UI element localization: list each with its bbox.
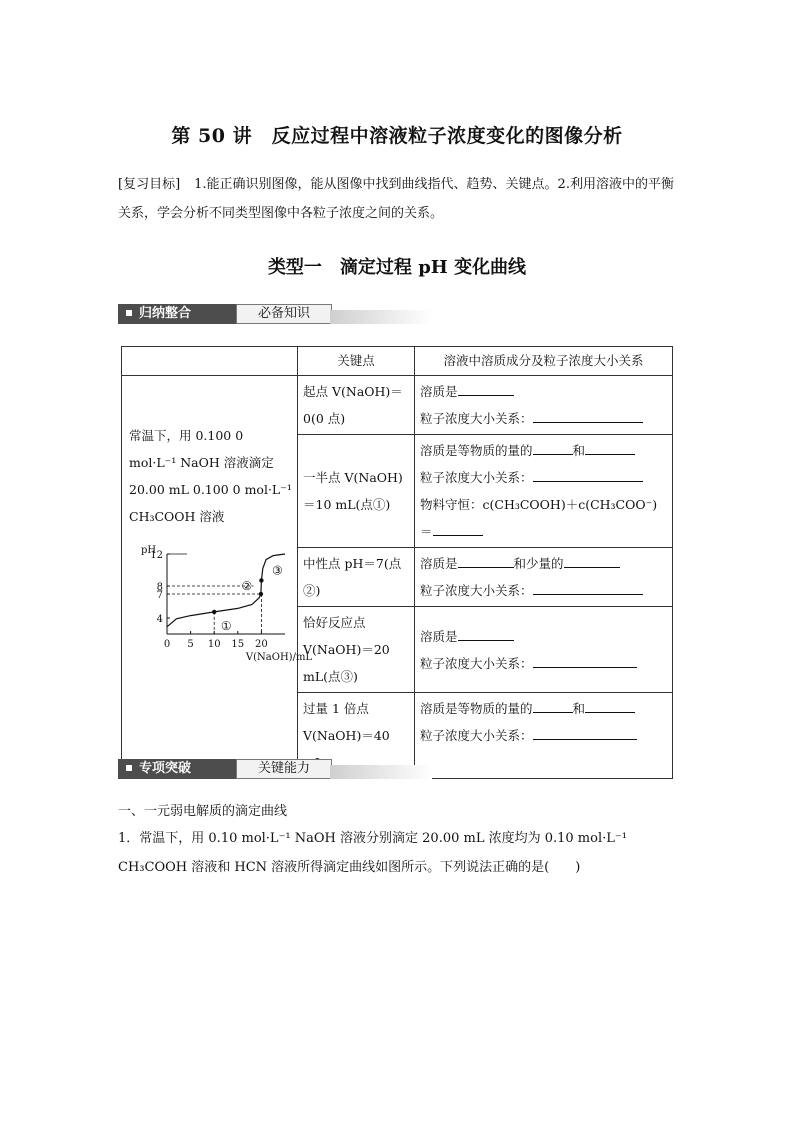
concentration-label: 粒子浓度大小关系：: [420, 470, 533, 485]
banner-breakthrough: [118, 759, 432, 783]
material-conservation: 物料守恒：c(CH₃COOH)＋c(CH₃COO⁻): [420, 497, 658, 512]
type-title: 类型一 滴定过程 pH 变化曲线: [267, 257, 527, 278]
y-axis-label: pH: [141, 545, 157, 556]
answer-blank: [533, 654, 637, 668]
banner-fade: [330, 310, 432, 324]
solute-cell: [415, 607, 673, 693]
table-header-row: [122, 347, 673, 376]
table-header-cell: [122, 347, 298, 376]
x-tick-label: 0: [163, 639, 171, 650]
banner-breakthrough-sub: 关键能力: [236, 759, 332, 779]
lecture-title: 第 50 讲 反应过程中溶液粒子浓度变化的图像分析: [171, 125, 623, 147]
concentration-label: 粒子浓度大小关系：: [420, 583, 533, 598]
answer-blank: [533, 726, 637, 740]
key-point-cell: 恰好反应点 V(NaOH)＝20 mL(点③): [298, 607, 415, 693]
solute-label: 溶质是: [420, 384, 458, 399]
table-header-cell: 关键点: [298, 347, 415, 376]
key-point-cell: 起点 V(NaOH)＝0(0 点): [298, 376, 415, 435]
answer-blank: [533, 699, 573, 713]
review-objectives: [118, 170, 678, 228]
question-1: [118, 824, 678, 882]
answer-blank: [458, 382, 514, 396]
answer-blank: [458, 554, 514, 568]
table-row: [122, 376, 673, 435]
question-text: 常温下，用 0.10 mol·L⁻¹ NaOH 溶液分别滴定 20.00 mL 浓度均为 0.10 mol·L⁻¹ CH₃COOH 溶液和 HCN 溶液所得滴定曲线如图所示。下列说法正确的是( ): [118, 831, 627, 875]
concentration-label: 粒子浓度大小关系：: [420, 728, 533, 743]
key-point-marker: [212, 610, 216, 614]
section-heading: 一、一元弱电解质的滴定曲线: [118, 804, 288, 819]
x-tick-label: 5: [187, 639, 194, 650]
y-tick-label: 4: [156, 614, 163, 625]
banner-breakthrough-bar: [118, 759, 236, 779]
question-number: 1．: [118, 831, 140, 846]
answer-blank: [564, 554, 620, 568]
answer-blank: [533, 441, 573, 455]
banner-breakthrough-label: 专项突破: [139, 761, 192, 776]
banner-summary: [118, 304, 432, 328]
review-text: 1.能正确识别图像，能从图像中找到曲线指代、趋势、关键点。2.利用溶液中的平衡关系，学会分析不同类型图像中各粒子浓度之间的关系。: [118, 177, 674, 221]
x-tick-label: 20: [255, 639, 268, 650]
key-point-cell: 过量 1 倍点 V(NaOH)＝40: [298, 693, 415, 779]
titration-curve: [167, 554, 285, 627]
and-text: 和: [572, 701, 586, 716]
answer-blank: [533, 468, 643, 482]
answer-blank: [585, 441, 635, 455]
titration-chart: [129, 536, 313, 667]
key-point-label: ①: [220, 618, 232, 633]
concentration-label: 粒子浓度大小关系：: [420, 655, 533, 671]
key-point-label: ②: [241, 579, 253, 593]
square-bullet-icon: [126, 310, 132, 316]
banner-summary-bar: [118, 304, 236, 324]
solute-label: 溶质是等物质的量的: [420, 443, 533, 458]
answer-blank: [585, 699, 635, 713]
answer-blank: [533, 581, 643, 595]
key-point-cell: 中性点 pH＝7(点②): [298, 548, 415, 607]
banner-fade: [330, 765, 432, 779]
answer-blank: [433, 522, 483, 536]
square-bullet-icon: [126, 765, 132, 771]
x-tick-label: 10: [207, 639, 221, 650]
key-points-table: [121, 346, 673, 779]
key-point-label: ③: [272, 563, 283, 578]
condition-text: 常温下，用 0.100 0 mol·L⁻¹ NaOH 溶液滴定 20.00 mL 0.100 0 mol·L⁻¹ CH₃COOH 溶液: [129, 428, 292, 524]
solute-label: 溶质是: [420, 556, 458, 571]
equals-sign: ＝: [420, 524, 433, 539]
solute-cell: [415, 376, 673, 435]
solute-cell: [415, 548, 673, 607]
x-tick-label: 15: [231, 639, 245, 650]
review-tag: [复习目标]: [118, 177, 181, 192]
y-tick-label: 12: [150, 550, 163, 561]
table-header-cell: 溶液中溶质成分及粒子浓度大小关系: [415, 347, 673, 376]
solute-cell: [415, 435, 673, 548]
banner-summary-label: 归纳整合: [139, 306, 192, 321]
solute-label: 溶质是: [420, 628, 458, 644]
y-tick-label: 7: [156, 590, 163, 601]
banner-summary-sub: 必备知识: [236, 304, 332, 324]
titration-chart-svg: [129, 536, 313, 663]
condition-cell: [122, 376, 313, 779]
y-tick-label: 8: [156, 582, 163, 593]
key-point-marker: [259, 578, 263, 582]
answer-blank: [458, 627, 514, 641]
small-amount-text: 和少量的: [513, 556, 564, 571]
key-point-marker: [259, 592, 263, 596]
concentration-label: 粒子浓度大小关系：: [420, 411, 533, 426]
answer-blank: [533, 409, 643, 423]
and-text: 和: [572, 443, 586, 458]
x-axis-label: V(NaOH)/mL: [245, 652, 313, 663]
solute-cell: [415, 693, 673, 779]
key-point-cell: 一半点 V(NaOH)＝10 mL(点①): [298, 435, 415, 548]
solute-label: 溶质是等物质的量的: [420, 701, 533, 716]
